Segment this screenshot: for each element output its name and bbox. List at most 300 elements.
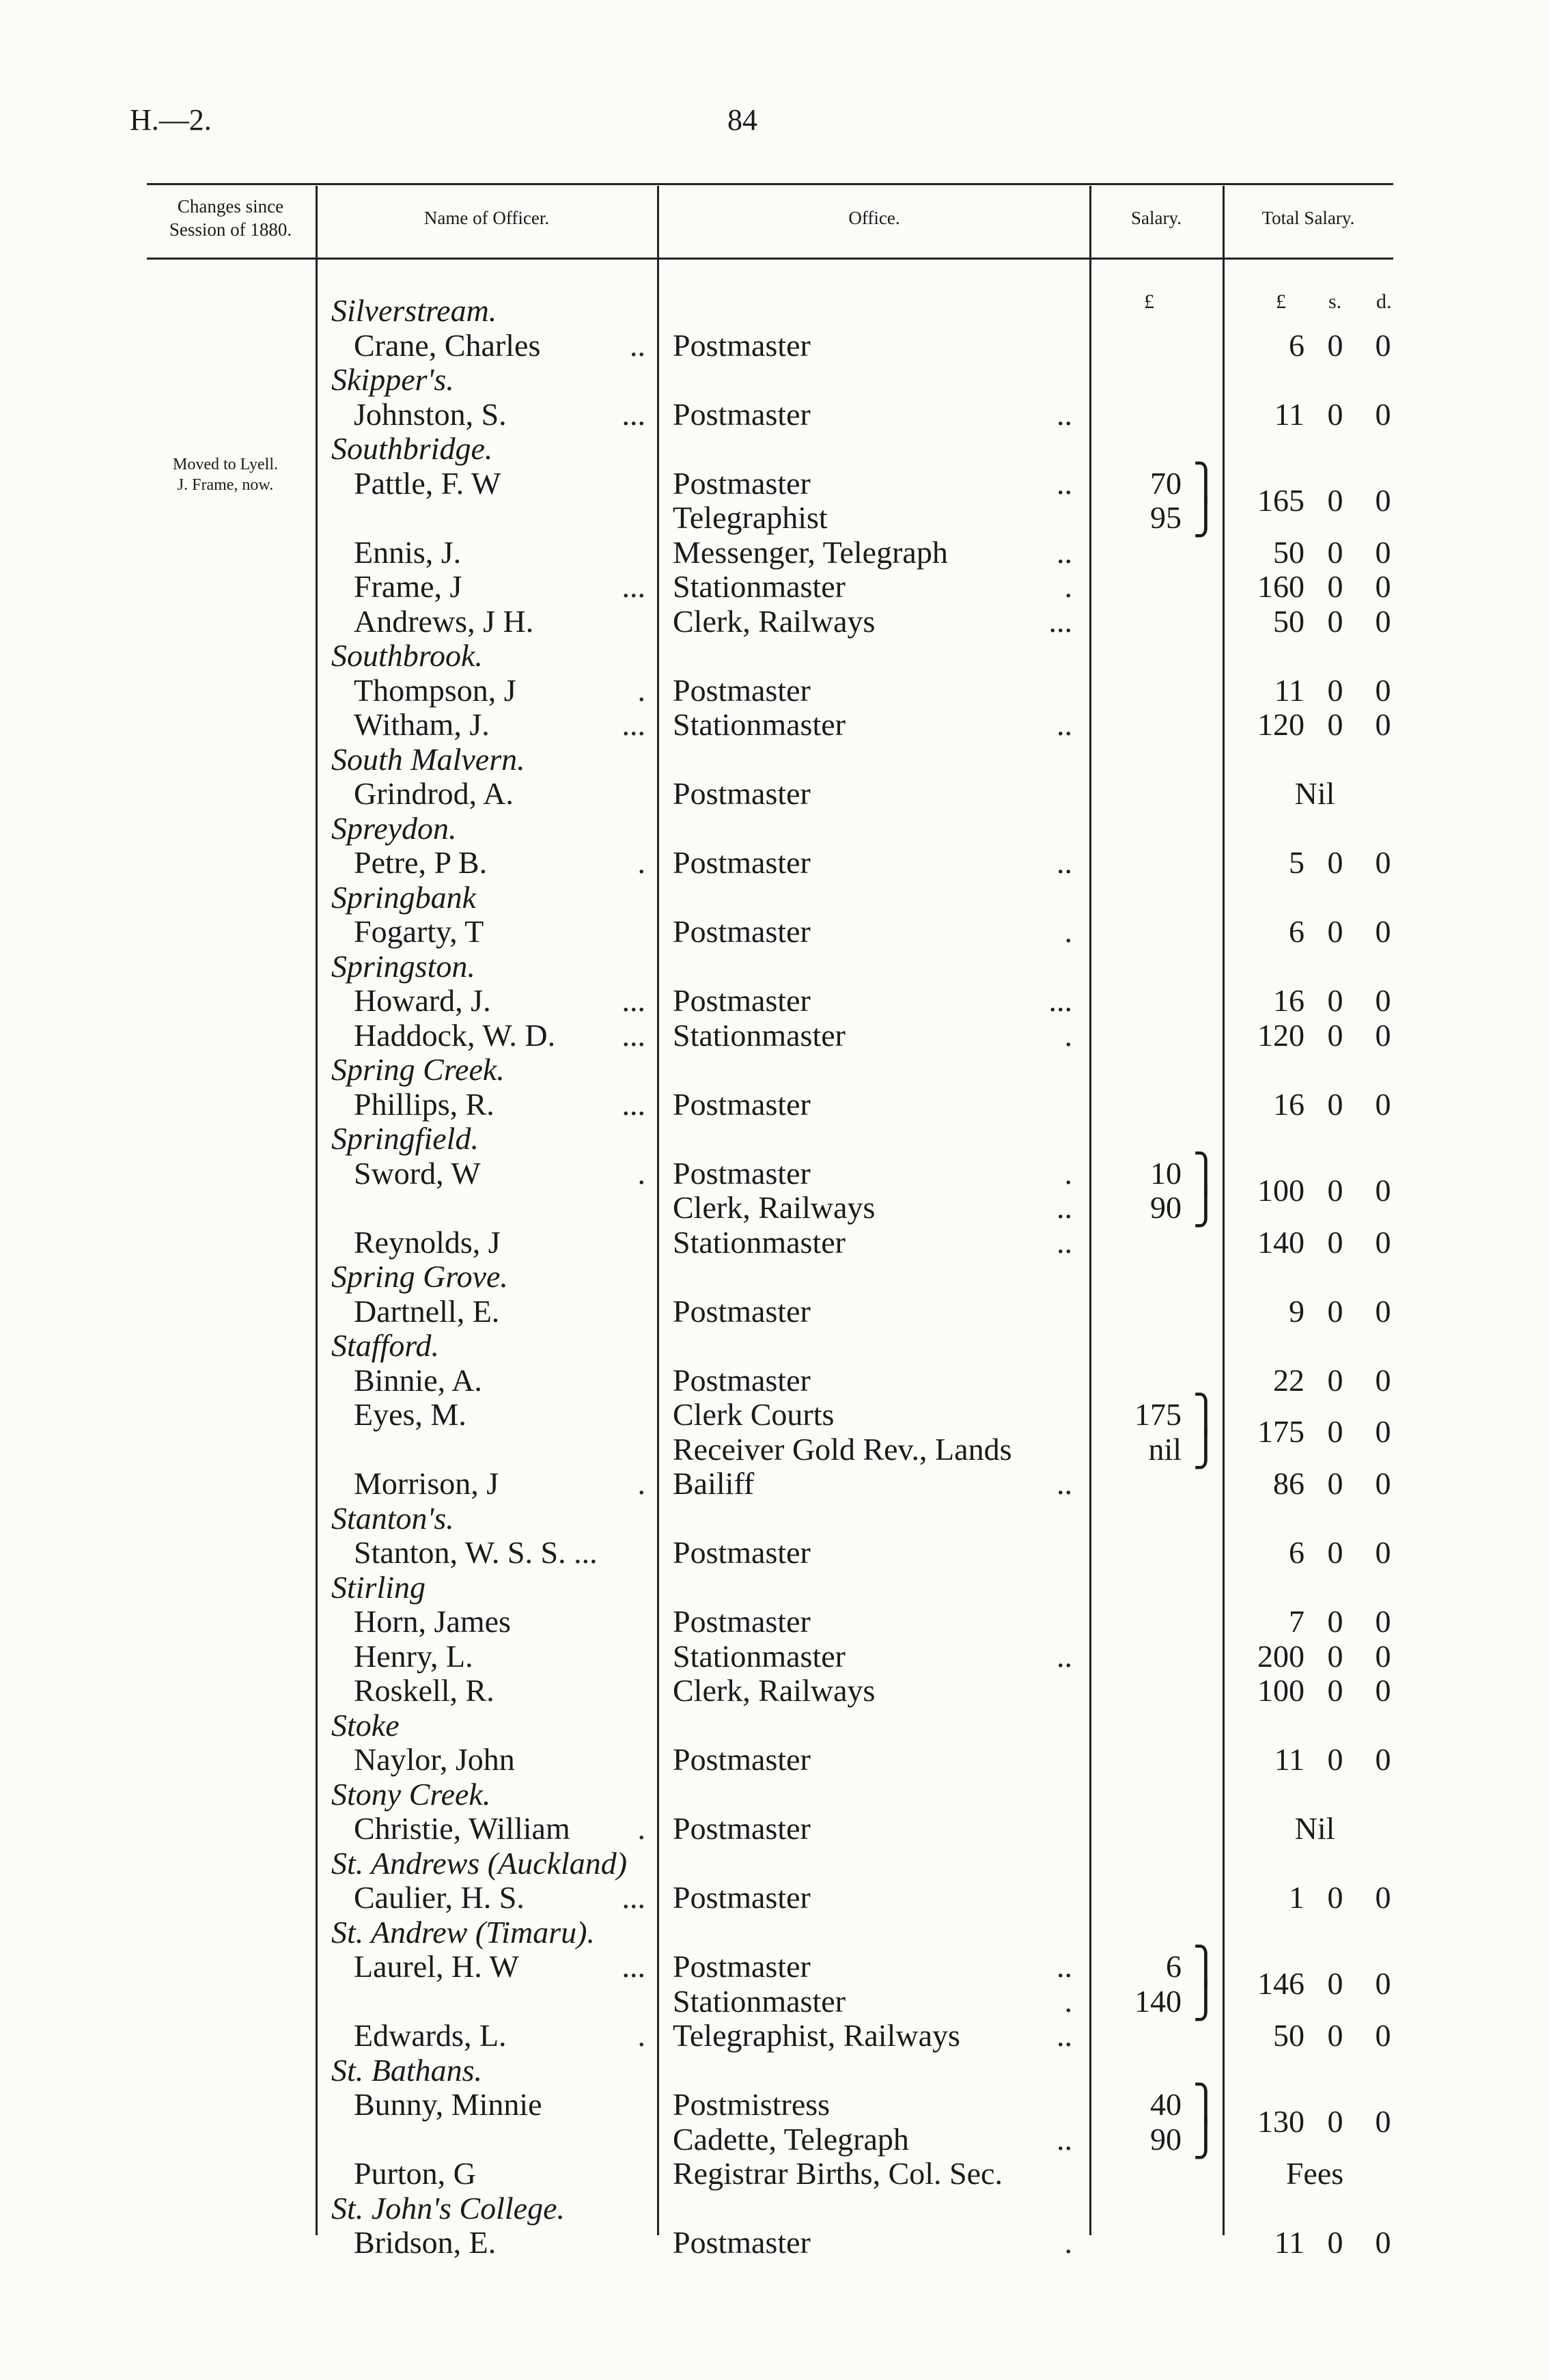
total-shillings: 0 bbox=[1327, 534, 1343, 570]
office-title: Postmaster bbox=[673, 465, 811, 501]
location-heading bbox=[0, 639, 1549, 673]
officer-name: Morrison, J bbox=[354, 1466, 499, 1501]
total-pence: 0 bbox=[1375, 482, 1391, 518]
leader-dots: ... bbox=[622, 1017, 645, 1053]
table-row bbox=[0, 329, 1549, 363]
total-pence: 0 bbox=[1375, 707, 1391, 742]
location-name: Skipper's. bbox=[331, 362, 454, 397]
total-pence: 0 bbox=[1375, 845, 1391, 880]
leader-dots: ... bbox=[622, 396, 645, 432]
brace-mark: ⎫ bbox=[1192, 1395, 1219, 1434]
total-pounds: 120 bbox=[1257, 1017, 1304, 1053]
total-shillings: 0 bbox=[1327, 707, 1343, 742]
total-pence: 0 bbox=[1375, 1466, 1391, 1501]
total-pounds: 50 bbox=[1273, 2018, 1304, 2053]
leader-dots: . bbox=[1064, 1983, 1072, 2019]
table-row bbox=[0, 398, 1549, 432]
officer-name: Stanton, W. S. S. ... bbox=[354, 1535, 598, 1570]
leader-dots: ... bbox=[622, 983, 645, 1018]
office-title: Stationmaster bbox=[673, 707, 846, 742]
total-pence: 0 bbox=[1375, 1535, 1391, 1570]
location-heading bbox=[0, 363, 1549, 397]
officer-name: Laurel, H. W bbox=[354, 1949, 519, 1984]
officer-name: Caulier, H. S. bbox=[354, 1880, 525, 1915]
total-pounds: 1 bbox=[1289, 1880, 1304, 1915]
office-title: Stationmaster bbox=[673, 1983, 846, 2019]
table-row bbox=[0, 1364, 1549, 1398]
total-pence: 0 bbox=[1375, 2104, 1391, 2140]
leader-dots: .. bbox=[1057, 1190, 1072, 1225]
table-row bbox=[0, 2226, 1549, 2260]
table-row bbox=[0, 1639, 1549, 1674]
leader-dots: ... bbox=[622, 1086, 645, 1122]
leader-dots: . bbox=[1064, 2225, 1072, 2260]
officer-name: Binnie, A. bbox=[354, 1362, 482, 1398]
total-pence: 0 bbox=[1375, 396, 1391, 432]
leader-dots: .. bbox=[1057, 1638, 1072, 1674]
office-title: Clerk, Railways bbox=[673, 603, 876, 639]
leader-dots: ... bbox=[622, 707, 645, 742]
table-row bbox=[0, 536, 1549, 570]
brace-mark: ⎭ bbox=[1192, 1429, 1219, 1469]
total-pounds: 50 bbox=[1273, 603, 1304, 639]
total-pence: 0 bbox=[1375, 569, 1391, 604]
location-heading bbox=[0, 743, 1549, 777]
total-pounds: 86 bbox=[1273, 1466, 1304, 1501]
table-row bbox=[0, 1674, 1549, 1708]
total-shillings: 0 bbox=[1327, 1293, 1343, 1329]
leader-dots: .. bbox=[1057, 707, 1072, 742]
total-shillings: 0 bbox=[1327, 1414, 1343, 1450]
total-shillings: 0 bbox=[1327, 1172, 1343, 1208]
officer-name: Edwards, L. bbox=[354, 2018, 507, 2053]
total-pounds: 11 bbox=[1274, 2225, 1304, 2260]
total-shillings: 0 bbox=[1327, 1224, 1343, 1260]
location-name: Spreydon. bbox=[331, 810, 457, 846]
location-name: Springbank bbox=[331, 879, 477, 915]
location-name: St. Andrew (Timaru). bbox=[331, 1914, 595, 1950]
table-row bbox=[0, 1881, 1549, 1915]
location-name: Stony Creek. bbox=[331, 1776, 491, 1812]
table-row bbox=[0, 2019, 1549, 2053]
location-name: St. John's College. bbox=[331, 2190, 566, 2226]
salary-value: 40 bbox=[1150, 2087, 1182, 2122]
brace-mark: ⎫ bbox=[1192, 2085, 1219, 2124]
leader-dots: ... bbox=[1048, 983, 1072, 1018]
table-row bbox=[0, 708, 1549, 742]
location-name: St. Andrews (Auckland) bbox=[331, 1845, 628, 1881]
total-shillings: 0 bbox=[1327, 1880, 1343, 1915]
leader-dots: .. bbox=[1057, 534, 1072, 570]
office-title: Telegraphist bbox=[673, 500, 828, 535]
brace-mark: ⎭ bbox=[1192, 1188, 1219, 1227]
officer-name: Witham, J. bbox=[354, 707, 490, 742]
total-shillings: 0 bbox=[1327, 396, 1343, 432]
page-number: 84 bbox=[727, 103, 757, 137]
total-shillings: 0 bbox=[1327, 2225, 1343, 2260]
location-heading bbox=[0, 1502, 1549, 1536]
location-heading bbox=[0, 881, 1549, 915]
brace-mark: ⎭ bbox=[1192, 1981, 1219, 2021]
table-row bbox=[0, 1088, 1549, 1122]
officer-name: Horn, James bbox=[354, 1604, 511, 1639]
location-heading bbox=[0, 2191, 1549, 2226]
leader-dots: .. bbox=[1057, 845, 1072, 880]
total-pounds: 146 bbox=[1257, 1966, 1304, 2002]
total-pounds: 11 bbox=[1274, 396, 1304, 432]
total-pence: 0 bbox=[1375, 1293, 1391, 1329]
office-title: Postmaster bbox=[673, 1742, 811, 1777]
officer-name: Roskell, R. bbox=[354, 1673, 494, 1708]
officer-name: Thompson, J bbox=[354, 672, 516, 708]
location-name: Southbrook. bbox=[331, 638, 483, 673]
leader-dots: . bbox=[1064, 914, 1072, 949]
total-pounds: 16 bbox=[1273, 983, 1304, 1018]
total-pence: 0 bbox=[1375, 914, 1391, 949]
total-pounds: 6 bbox=[1289, 1535, 1304, 1570]
salary-value: 140 bbox=[1134, 1983, 1182, 2019]
total-pounds: 9 bbox=[1289, 1293, 1304, 1329]
total-pounds: 50 bbox=[1273, 534, 1304, 570]
location-heading bbox=[0, 2053, 1549, 2088]
officer-name: Fogarty, T bbox=[354, 914, 484, 949]
leader-dots: . bbox=[637, 2018, 645, 2053]
officer-name: Crane, Charles bbox=[354, 327, 541, 363]
total-pence: 0 bbox=[1375, 1742, 1391, 1777]
table-row bbox=[0, 915, 1549, 949]
total-pounds: 5 bbox=[1289, 845, 1304, 880]
shillings-unit: s. bbox=[1328, 290, 1342, 313]
total-pence: 0 bbox=[1375, 1224, 1391, 1260]
table-row bbox=[0, 1947, 1549, 1986]
total-pence: 0 bbox=[1375, 672, 1391, 708]
location-name: St. Bathans. bbox=[331, 2052, 483, 2088]
total-shillings: 0 bbox=[1327, 914, 1343, 949]
office-title: Cadette, Telegraph bbox=[673, 2121, 909, 2157]
officer-name: Purton, G bbox=[354, 2156, 476, 2191]
location-name: Silverstream. bbox=[331, 293, 497, 328]
header-changes bbox=[147, 195, 314, 241]
total-pence: 0 bbox=[1375, 1017, 1391, 1053]
total-shillings: 0 bbox=[1327, 1742, 1343, 1777]
total-pounds: 130 bbox=[1257, 2104, 1304, 2140]
office-title: Postmaster bbox=[673, 1155, 811, 1191]
officer-name: Naylor, John bbox=[354, 1742, 515, 1777]
table-row bbox=[0, 1467, 1549, 1501]
office-title: Stationmaster bbox=[673, 1638, 846, 1674]
total-shillings: 0 bbox=[1327, 1673, 1343, 1708]
total-pounds: 100 bbox=[1257, 1172, 1304, 1208]
office-title: Postmaster bbox=[673, 1086, 811, 1122]
officer-name: Bunny, Minnie bbox=[354, 2087, 542, 2122]
officer-name: Haddock, W. D. bbox=[354, 1017, 556, 1053]
total-pence: 0 bbox=[1375, 1673, 1391, 1708]
leader-dots: .. bbox=[1057, 2121, 1072, 2157]
officer-name: Johnston, S. bbox=[354, 396, 507, 432]
table-row bbox=[0, 570, 1549, 604]
total-pence: 0 bbox=[1375, 603, 1391, 639]
total-shillings: 0 bbox=[1327, 482, 1343, 518]
officer-name: Henry, L. bbox=[354, 1638, 473, 1674]
location-heading bbox=[0, 1122, 1549, 1156]
total-pounds: 120 bbox=[1257, 707, 1304, 742]
office-title: Postmaster bbox=[673, 327, 811, 363]
total-shillings: 0 bbox=[1327, 1604, 1343, 1639]
office-title: Postmaster bbox=[673, 983, 811, 1018]
total-pence: 0 bbox=[1375, 1086, 1391, 1122]
leader-dots: . bbox=[1064, 1017, 1072, 1053]
leader-dots: . bbox=[1064, 1155, 1072, 1191]
office-title: Postmaster bbox=[673, 1362, 811, 1398]
total-shillings: 0 bbox=[1327, 672, 1343, 708]
leader-dots: ... bbox=[622, 569, 645, 604]
total-pounds: 11 bbox=[1274, 1742, 1304, 1777]
officer-name: Pattle, F. W bbox=[354, 465, 501, 501]
officer-name: Dartnell, E. bbox=[354, 1293, 500, 1329]
total-pounds: 16 bbox=[1273, 1086, 1304, 1122]
table-row bbox=[0, 1605, 1549, 1639]
header-salary: Salary. bbox=[1131, 208, 1182, 228]
total-pounds: 11 bbox=[1274, 672, 1304, 708]
location-heading bbox=[0, 1708, 1549, 1743]
leader-dots: ... bbox=[622, 1880, 645, 1915]
salary-value: 175 bbox=[1134, 1397, 1182, 1432]
location-name: Stirling bbox=[331, 1569, 426, 1605]
salary-value: 90 bbox=[1150, 2121, 1182, 2157]
officer-name: Bridson, E. bbox=[354, 2225, 497, 2260]
leader-dots: .. bbox=[1057, 1466, 1072, 1501]
office-title: Telegraphist, Railways bbox=[673, 2018, 960, 2053]
total-pound-unit: £ bbox=[1276, 290, 1286, 313]
table-row bbox=[0, 1536, 1549, 1570]
salary-value: 95 bbox=[1150, 500, 1182, 535]
officer-name: Petre, P B. bbox=[354, 845, 488, 880]
table-row bbox=[0, 674, 1549, 708]
total-text: Nil bbox=[1294, 1811, 1335, 1846]
brace-mark: ⎭ bbox=[1192, 2119, 1219, 2159]
total-pence: 0 bbox=[1375, 2018, 1391, 2053]
location-heading bbox=[0, 812, 1549, 846]
total-shillings: 0 bbox=[1327, 327, 1343, 363]
total-pence: 0 bbox=[1375, 1604, 1391, 1639]
location-name: Southbridge. bbox=[331, 431, 493, 466]
total-pence: 0 bbox=[1375, 1880, 1391, 1915]
brace-mark: ⎫ bbox=[1192, 1153, 1219, 1193]
location-heading bbox=[0, 1260, 1549, 1294]
office-title: Postmaster bbox=[673, 1880, 811, 1915]
leader-dots: . bbox=[637, 1811, 645, 1846]
location-name: Spring Grove. bbox=[331, 1259, 508, 1294]
location-name: Stoke bbox=[331, 1707, 400, 1743]
office-title: Clerk, Railways bbox=[673, 1673, 876, 1708]
table-row bbox=[0, 1295, 1549, 1329]
total-shillings: 0 bbox=[1327, 1362, 1343, 1398]
header-bottom-rule bbox=[147, 258, 1393, 260]
total-pounds: 160 bbox=[1257, 569, 1304, 604]
leader-dots: .. bbox=[1057, 1224, 1072, 1260]
office-title: Registrar Births, Col. Sec. bbox=[673, 2156, 1003, 2191]
office-title: Receiver Gold Rev., Lands bbox=[673, 1431, 1012, 1467]
leader-dots: .. bbox=[1057, 396, 1072, 432]
total-pence: 0 bbox=[1375, 1362, 1391, 1398]
table-row bbox=[0, 1153, 1549, 1193]
location-name: South Malvern. bbox=[331, 741, 525, 777]
total-pounds: 7 bbox=[1289, 1604, 1304, 1639]
total-pounds: 165 bbox=[1257, 482, 1304, 518]
salary-value: 90 bbox=[1150, 1190, 1182, 1225]
office-title: Postmaster bbox=[673, 1604, 811, 1639]
total-shillings: 0 bbox=[1327, 1466, 1343, 1501]
leader-dots: . bbox=[1064, 569, 1072, 604]
table-row bbox=[0, 1743, 1549, 1777]
table-row bbox=[0, 605, 1549, 639]
salary-value: 6 bbox=[1166, 1949, 1182, 1984]
location-heading bbox=[0, 1570, 1549, 1605]
total-shillings: 0 bbox=[1327, 983, 1343, 1018]
table-row bbox=[0, 1019, 1549, 1053]
leader-dots: .. bbox=[630, 327, 645, 363]
office-title: Bailiff bbox=[673, 1466, 755, 1501]
office-title: Postmaster bbox=[673, 776, 811, 811]
office-title: Stationmaster bbox=[673, 1017, 846, 1053]
officer-name: Andrews, J H. bbox=[354, 603, 534, 639]
location-heading bbox=[0, 1329, 1549, 1363]
leader-dots: .. bbox=[1057, 2018, 1072, 2053]
total-shillings: 0 bbox=[1327, 603, 1343, 639]
total-pence: 0 bbox=[1375, 1172, 1391, 1208]
leader-dots: .. bbox=[1057, 465, 1072, 501]
office-title: Postmaster bbox=[673, 2225, 811, 2260]
location-heading bbox=[0, 1053, 1549, 1087]
leader-dots: ... bbox=[1048, 603, 1072, 639]
location-name: Springston. bbox=[331, 948, 475, 984]
office-title: Postmaster bbox=[673, 396, 811, 432]
officer-name: Sword, W bbox=[354, 1155, 481, 1191]
officer-name: Phillips, R. bbox=[354, 1086, 494, 1122]
pence-unit: d. bbox=[1376, 290, 1392, 313]
total-shillings: 0 bbox=[1327, 845, 1343, 880]
officer-name: Grindrod, A. bbox=[354, 776, 514, 811]
office-title: Postmaster bbox=[673, 1949, 811, 1984]
salary-value: nil bbox=[1148, 1431, 1182, 1467]
total-pounds: 175 bbox=[1257, 1414, 1304, 1450]
officer-name: Ennis, J. bbox=[354, 534, 462, 570]
salary-pound-unit: £ bbox=[1144, 290, 1154, 313]
table-row bbox=[0, 1812, 1549, 1846]
table-row bbox=[0, 984, 1549, 1018]
total-shillings: 0 bbox=[1327, 2104, 1343, 2140]
header-name: Name of Officer. bbox=[423, 208, 550, 228]
total-pence: 0 bbox=[1375, 2225, 1391, 2260]
header-changes-line2: Session of 1880. bbox=[169, 219, 292, 240]
officer-name: Reynolds, J bbox=[354, 1224, 501, 1260]
total-pounds: 6 bbox=[1289, 914, 1304, 949]
total-pence: 0 bbox=[1375, 1966, 1391, 2002]
total-shillings: 0 bbox=[1327, 569, 1343, 604]
salary-value: 10 bbox=[1150, 1155, 1182, 1191]
office-title: Stationmaster bbox=[673, 569, 846, 604]
leader-dots: .. bbox=[1057, 1949, 1072, 1984]
total-pounds: 140 bbox=[1257, 1224, 1304, 1260]
total-pounds: 100 bbox=[1257, 1673, 1304, 1708]
leader-dots: ... bbox=[622, 1949, 645, 1984]
brace-mark: ⎫ bbox=[1192, 1947, 1219, 1986]
header-office: Office. bbox=[848, 208, 900, 228]
header-top-rule bbox=[147, 183, 1393, 185]
table-row bbox=[0, 2085, 1549, 2124]
leader-dots: . bbox=[637, 672, 645, 708]
location-heading bbox=[0, 1846, 1549, 1881]
total-text: Fees bbox=[1285, 2156, 1344, 2191]
total-pence: 0 bbox=[1375, 534, 1391, 570]
office-title: Postmaster bbox=[673, 845, 811, 880]
office-title: Postmistress bbox=[673, 2087, 831, 2122]
brace-mark: ⎭ bbox=[1192, 498, 1219, 537]
officer-name: Frame, J bbox=[354, 569, 462, 604]
table-row bbox=[0, 846, 1549, 880]
table-row bbox=[0, 1395, 1549, 1434]
location-heading bbox=[0, 294, 1549, 328]
location-name: Stanton's. bbox=[331, 1500, 454, 1536]
table-row bbox=[0, 2157, 1549, 2191]
total-shillings: 0 bbox=[1327, 1086, 1343, 1122]
office-title: Postmaster bbox=[673, 1293, 811, 1329]
location-name: Spring Creek. bbox=[331, 1052, 505, 1087]
header-total: Total Salary. bbox=[1261, 208, 1355, 228]
officer-name: Eyes, M. bbox=[354, 1397, 466, 1432]
location-heading bbox=[0, 950, 1549, 984]
office-title: Stationmaster bbox=[673, 1224, 846, 1260]
table-row bbox=[0, 777, 1549, 811]
changes-note-line2: J. Frame, now. bbox=[177, 476, 274, 494]
total-pounds: 200 bbox=[1257, 1638, 1304, 1674]
office-title: Postmaster bbox=[673, 1535, 811, 1570]
office-title: Postmaster bbox=[673, 1811, 811, 1846]
salary-value: 70 bbox=[1150, 465, 1182, 501]
office-title: Postmaster bbox=[673, 672, 811, 708]
office-title: Messenger, Telegraph bbox=[673, 534, 948, 570]
officer-name: Howard, J. bbox=[354, 983, 491, 1018]
leader-dots: . bbox=[637, 1155, 645, 1191]
total-shillings: 0 bbox=[1327, 1966, 1343, 2002]
total-text: Nil bbox=[1294, 776, 1335, 811]
changes-note-line1: Moved to Lyell. bbox=[173, 456, 278, 473]
page-reference: H.—2. bbox=[130, 103, 212, 137]
office-title: Postmaster bbox=[673, 914, 811, 949]
brace-mark: ⎫ bbox=[1192, 463, 1219, 503]
total-pence: 0 bbox=[1375, 1638, 1391, 1674]
office-title: Clerk Courts bbox=[673, 1397, 835, 1432]
location-name: Springfield. bbox=[331, 1121, 479, 1156]
header-changes-line1: Changes since bbox=[177, 196, 284, 217]
total-shillings: 0 bbox=[1327, 1638, 1343, 1674]
total-pounds: 22 bbox=[1273, 1362, 1304, 1398]
location-heading bbox=[0, 1777, 1549, 1812]
location-heading bbox=[0, 1915, 1549, 1950]
total-pounds: 6 bbox=[1289, 327, 1304, 363]
officer-name: Christie, William bbox=[354, 1811, 570, 1846]
total-pence: 0 bbox=[1375, 327, 1391, 363]
leader-dots: . bbox=[637, 1466, 645, 1501]
total-shillings: 0 bbox=[1327, 1017, 1343, 1053]
table-row bbox=[0, 1226, 1549, 1260]
total-pence: 0 bbox=[1375, 1414, 1391, 1450]
leader-dots: . bbox=[637, 845, 645, 880]
location-name: Stafford. bbox=[331, 1328, 440, 1363]
location-heading bbox=[0, 432, 1549, 466]
total-shillings: 0 bbox=[1327, 1535, 1343, 1570]
total-shillings: 0 bbox=[1327, 2018, 1343, 2053]
